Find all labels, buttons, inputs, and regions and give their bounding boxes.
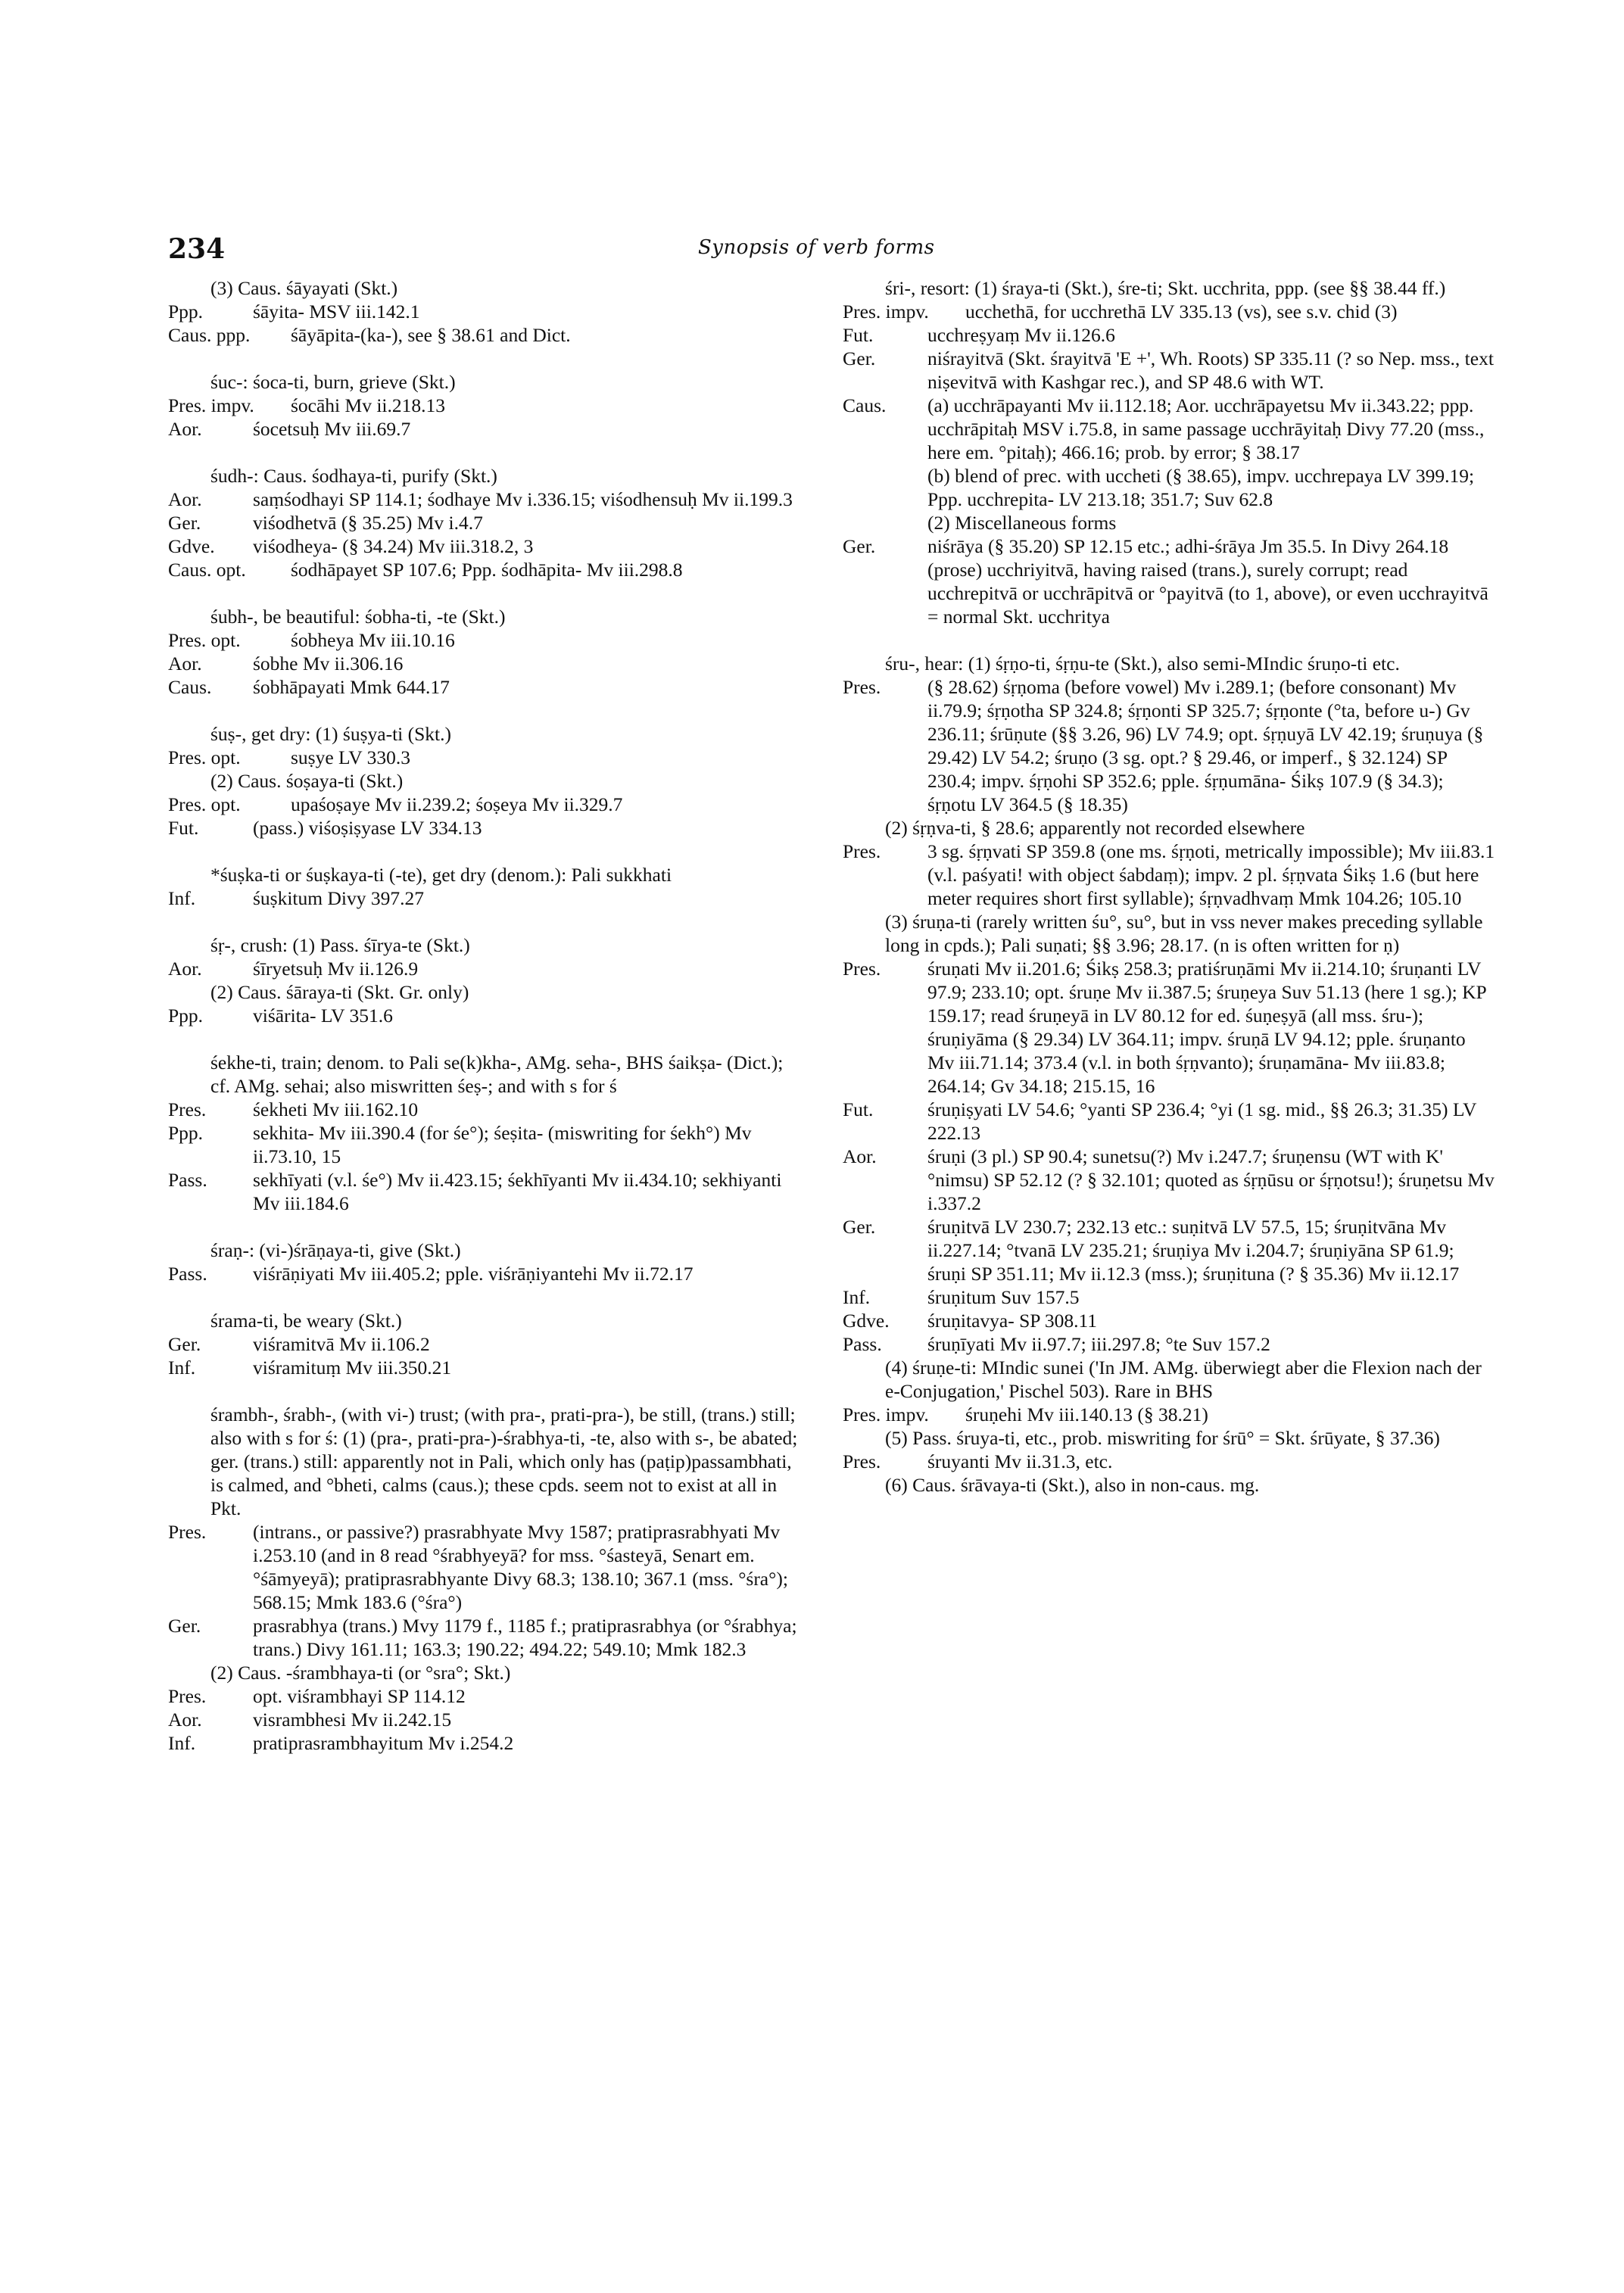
verb-entry: [843, 652, 1495, 1497]
form-text: (§ 28.62) śṛṇoma (before vowel) Mv i.289.1; (before consonant) Mv ii.79.9; śṛṇotha SP 324.8; śṛṇonti SP 325.7; śṛṇonte (°ta, before u-) Gv 236.11; śrūṇute (§§ 3.26, 96) LV 74.9; opt. śṛṇuyā LV 42.19; śruṇuya (§ 29.42) LV 54.2; śruṇo (3 sg. opt.? § 29.46, or imperf., § 32.124) SP 230.4; impv. śṛṇohi SP 352.6; pple. śṛṇumāna- Śikṣ 107.9 (§ 34.3); śṛṇotu LV 364.5 (§ 18.35): [927, 676, 1484, 815]
entry-paragraph: (2) śṛṇva-ti, § 28.6; apparently not recorded elsewhere: [885, 817, 1305, 839]
form-text: (3) Caus. śāyayati (Skt.): [210, 277, 398, 299]
form-text: sekhita- Mv iii.390.4 (for śe°); śeṣita- (miswriting for śekh°) Mv ii.73.10, 15: [253, 1122, 752, 1167]
form-text: (2) Caus. -śrambhaya-ti (or °sra°; Skt.): [210, 1662, 511, 1684]
left-column: [168, 276, 806, 1778]
form-label: Ger.: [168, 1333, 201, 1355]
form-label: Caus.: [843, 394, 887, 416]
form-row: [168, 1520, 806, 1614]
form-row: [168, 793, 806, 816]
entry-paragraph: (3) śruṇa-ti (rarely written śu°, su°, but in vss never makes preceding syllable long in cpds.); Pali suṇati; §§ 3.96; 28.17. (n is often written for ṇ): [885, 911, 1483, 956]
form-text: śruṇitum Suv 157.5: [927, 1286, 1080, 1308]
form-text: ucchethā, for ucchrethā LV 335.13 (vs), see s.v. chid (3): [965, 301, 1398, 322]
form-label: Fut.: [168, 817, 199, 839]
form-row: [168, 886, 806, 910]
form-row: [843, 1332, 1495, 1356]
form-text: suṣye LV 330.3: [291, 746, 410, 768]
entry-paragraph: śru-, hear: (1) śṛṇo-ti, śṛṇu-te (Skt.), also semi-MIndic śruṇo-ti etc.: [885, 653, 1400, 675]
form-text: (b) blend of prec. with uccheti (§ 38.65), impv. ucchrepaya LV 399.19; Ppp. ucchrepita- LV 213.18; 351.7; Suv 62.8: [927, 465, 1475, 510]
form-row: [168, 1121, 806, 1168]
entry-paragraph: śri-, resort: (1) śraya-ti (Skt.), śre-ti; Skt. ucchrita, ppp. (see §§ 38.44 ff.): [885, 277, 1446, 299]
entry-headword: śraṇ-: (vi-)śrāṇaya-ti, give (Skt.): [210, 1239, 461, 1261]
form-text: śruṇati Mv ii.201.6; Śikṣ 258.3; pratiśruṇāmi Mv ii.214.10; śruṇanti LV 97.9; 233.10; opt. śruṇe Mv ii.387.5; śruṇeya Suv 51.13 (here 1 sg.); KP 159.17; read śruṇeyā in LV 80.12 for ed. śuṇeṣyā (all mss. śru-); śruṇiyāma (§ 29.34) LV 364.11; impv. śruṇā LV 94.12; pple. śruṇanto Mv iii.71.14; 373.4 (v.l. in both śṛṇvanto); śruṇamāna- Mv iii.83.8; 264.14; Gv 34.18; 215.15, 16: [927, 958, 1486, 1097]
form-label: Aor.: [843, 1145, 877, 1167]
form-label: Inf.: [168, 887, 196, 909]
entry-headword: śudh-: Caus. śodhaya-ti, purify (Skt.): [210, 465, 497, 487]
form-row: [168, 1731, 806, 1755]
form-label: Aor.: [168, 958, 202, 980]
form-row: [168, 675, 806, 699]
form-label: Pres. opt.: [168, 793, 241, 815]
page-header: [168, 233, 1455, 266]
form-text: niśrāya (§ 35.20) SP 12.15 etc.; adhi-śrāya Jm 35.5. In Divy 264.18 (prose) ucchriyitvā, having raised (trans.), surely corrupt; read ucchrepitvā or ucchrāpitvā or °payitvā (to 1, above), or even ucchrayitvā = normal Skt. ucchritya: [927, 535, 1488, 628]
form-label: Ger.: [843, 347, 876, 369]
form-row: [843, 1098, 1495, 1145]
form-label: Ppp.: [168, 1005, 204, 1027]
form-row: [168, 488, 806, 511]
form-text: (2) Caus. śoṣaya-ti (Skt.): [210, 770, 404, 792]
form-row: [168, 323, 806, 347]
form-text: śodhāpayet SP 107.6; Ppp. śodhāpita- Mv iii.298.8: [291, 559, 683, 581]
form-text: viśārita- LV 351.6: [253, 1005, 393, 1027]
verb-entry: [168, 1309, 806, 1379]
entry-paragraph: śekhe-ti, train; denom. to Pali se(k)kha-, AMg. seha-, BHS śaikṣa- (Dict.); cf. AMg. sehai; also miswritten śeṣ-; and with s for ś: [210, 1051, 784, 1097]
form-row: [843, 300, 1495, 323]
verb-entry: [168, 370, 806, 441]
form-row: [843, 511, 1495, 534]
form-text: śuṣkitum Divy 397.27: [253, 887, 424, 909]
form-row: [843, 1309, 1495, 1332]
form-row: [168, 816, 806, 840]
form-label: Caus.: [168, 676, 212, 698]
form-row: [843, 675, 1495, 816]
form-label: Pres. opt.: [168, 746, 241, 768]
form-label: Inf.: [843, 1286, 871, 1308]
entry-headword: śrama-ti, be weary (Skt.): [210, 1310, 402, 1332]
form-label: Pres.: [168, 1685, 207, 1707]
form-text: śobheya Mv iii.10.16: [291, 629, 455, 651]
form-text: śāyāpita-(ka-), see § 38.61 and Dict.: [291, 324, 571, 346]
form-row: [843, 1403, 1495, 1426]
form-row: [168, 1004, 806, 1027]
form-text: viśramitvā Mv ii.106.2: [253, 1333, 430, 1355]
form-row: [168, 394, 806, 417]
form-text: śruṇitavya- SP 308.11: [927, 1310, 1098, 1332]
form-text: (2) Miscellaneous forms: [927, 512, 1117, 534]
form-row: [168, 1661, 806, 1684]
form-row: [168, 300, 806, 323]
verb-entry: [168, 933, 806, 1027]
verb-entry: [168, 464, 806, 581]
form-row: [843, 1450, 1495, 1473]
form-row: [168, 511, 806, 534]
form-row: [168, 1098, 806, 1121]
form-row: [168, 1614, 806, 1661]
form-label: Ger.: [843, 1216, 876, 1238]
verb-entry: [843, 276, 1495, 628]
form-row: [843, 1285, 1495, 1309]
form-row: [168, 628, 806, 652]
running-title: Synopsis of verb forms: [698, 236, 935, 259]
form-row: [843, 1145, 1495, 1215]
entry-headword: śṛ-, crush: (1) Pass. śīrya-te (Skt.): [210, 934, 470, 956]
form-label: Inf.: [168, 1732, 196, 1754]
form-row: [843, 347, 1495, 394]
form-text: śocetsuḥ Mv iii.69.7: [253, 418, 411, 440]
entry-paragraph: (4) śruṇe-ti: MIndic sunei ('In JM. AMg. überwiegt aber die Flexion nach der e-Conjugation,' Pischel 503). Rare in BHS: [885, 1357, 1482, 1402]
form-row: [168, 769, 806, 793]
form-text: śobhāpayati Mmk 644.17: [253, 676, 450, 698]
form-label: Gdve.: [168, 535, 215, 557]
entry-headword: śuc-: śoca-ti, burn, grieve (Skt.): [210, 371, 456, 393]
entry-paragraph: śrambh-, śrabh-, (with vi-) trust; (with pra-, prati-pra-), be still, (trans.) still; also with s for ś: (1) (pra-, prati-pra-)-śrabhya-ti, -te, also with s-, be abated; ger. (trans.) still: apparently not in Pali, which only has (paṭip)passambhati, is calmed, and °bheti, calms (caus.); these cpds. seem not to exist at all in Pkt.: [210, 1404, 798, 1519]
form-row: [168, 957, 806, 980]
form-row: [168, 417, 806, 441]
form-text: viśrāṇiyati Mv iii.405.2; pple. viśrāṇiyantehi Mv ii.72.17: [253, 1263, 694, 1285]
form-text: śruyanti Mv ii.31.3, etc.: [927, 1450, 1113, 1472]
form-label: Pres.: [168, 1098, 207, 1120]
form-text: śruṇiṣyati LV 54.6; °yanti SP 236.4; °yi (1 sg. mid., §§ 26.3; 31.35) LV 222.13: [927, 1098, 1477, 1144]
form-row: [843, 840, 1495, 910]
form-text: śruṇīyati Mv ii.97.7; iii.297.8; °te Suv 157.2: [927, 1333, 1270, 1355]
form-label: Aor.: [168, 1709, 202, 1731]
verb-entry: [168, 722, 806, 840]
form-label: Pres. impv.: [843, 301, 929, 322]
form-text: śekheti Mv iii.162.10: [253, 1098, 419, 1120]
verb-entry: [168, 863, 806, 910]
form-label: Pres.: [843, 958, 881, 980]
form-text: śruṇehi Mv iii.140.13 (§ 38.21): [965, 1404, 1208, 1425]
entry-headword: śuṣ-, get dry: (1) śuṣya-ti (Skt.): [210, 723, 452, 745]
form-text: opt. viśrambhayi SP 114.12: [253, 1685, 466, 1707]
form-label: Aor.: [168, 653, 202, 675]
form-label: Ppp.: [168, 1122, 204, 1144]
form-text: viśodhetvā (§ 35.25) Mv i.4.7: [253, 512, 483, 534]
form-label: Caus. ppp.: [168, 324, 251, 346]
page-number: 234: [168, 233, 226, 265]
form-text: śocāhi Mv ii.218.13: [291, 394, 445, 416]
form-label: Pres. impv.: [843, 1404, 929, 1425]
verb-entry: [168, 276, 806, 347]
form-label: Ppp.: [168, 301, 204, 322]
verb-entry: [168, 1403, 806, 1755]
form-label: Aor.: [168, 418, 202, 440]
form-row: [168, 558, 806, 581]
form-row: [843, 1215, 1495, 1285]
form-text: prasrabhya (trans.) Mvy 1179 f., 1185 f.; pratiprasrabhya (or °śrabhya; trans.) Divy 161.11; 163.3; 190.22; 494.22; 549.10; Mmk 182.3: [253, 1615, 797, 1660]
form-label: Caus. opt.: [168, 559, 246, 581]
form-row: [168, 1356, 806, 1379]
form-text: śāyita- MSV iii.142.1: [253, 301, 420, 322]
form-label: Ger.: [843, 535, 876, 557]
form-label: Pres.: [168, 1521, 207, 1543]
entry-paragraph: (6) Caus. śrāvaya-ti (Skt.), also in non-caus. mg.: [885, 1474, 1260, 1496]
form-label: Inf.: [168, 1357, 196, 1379]
form-text: visrambhesi Mv ii.242.15: [253, 1709, 452, 1731]
form-text: śīryetsuḥ Mv ii.126.9: [253, 958, 419, 980]
form-text: śruṇitvā LV 230.7; 232.13 etc.: suṇitvā LV 57.5, 15; śruṇitvāna Mv ii.227.14; °tvanā LV 235.21; śruṇiya Mv i.204.7; śruṇiyāna SP 61.9; śruṇi SP 351.11; Mv ii.12.3 (mss.); śruṇituna (? § 35.36) Mv ii.12.17: [927, 1216, 1460, 1285]
form-row: [843, 464, 1495, 511]
form-row: [843, 957, 1495, 1098]
form-row: [168, 276, 806, 300]
form-label: Pres.: [843, 840, 881, 862]
form-text: upaśoṣaye Mv ii.239.2; śoṣeya Mv ii.329.7: [291, 793, 623, 815]
form-row: [168, 1708, 806, 1731]
form-text: (2) Caus. śāraya-ti (Skt. Gr. only): [210, 981, 469, 1003]
form-label: Aor.: [168, 488, 202, 510]
form-label: Pres. impv.: [168, 394, 254, 416]
form-row: [168, 534, 806, 558]
form-row: [168, 1262, 806, 1285]
form-label: Fut.: [843, 324, 874, 346]
form-label: Ger.: [168, 1615, 201, 1637]
form-label: Pass.: [168, 1263, 207, 1285]
form-text: 3 sg. śṛṇvati SP 359.8 (one ms. śṛṇoti, metrically impossible); Mv iii.83.1 (v.l. paśyati! with object śabdaṃ); impv. 2 pl. śṛṇvata Śikṣ 1.6 (but here meter requires short first syllable); śṛṇvadhvaṃ Mmk 104.26; 105.10: [927, 840, 1495, 909]
form-row: [168, 980, 806, 1004]
form-text: śruṇi (3 pl.) SP 90.4; sunetsu(?) Mv i.247.7; śruṇensu (WT with K' °nimsu) SP 52.12 (? § 32.101; quoted as śṛṇūsu or śṛṇotsu!); śruṇetsu Mv i.337.2: [927, 1145, 1495, 1214]
form-text: pratiprasrambhayitum Mv i.254.2: [253, 1732, 514, 1754]
form-label: Pass.: [168, 1169, 207, 1191]
verb-entry: [168, 1051, 806, 1215]
form-text: saṃśodhayi SP 114.1; śodhaye Mv i.336.15; viśodhensuḥ Mv ii.199.3: [253, 488, 793, 510]
entry-paragraph: *śuṣka-ti or śuṣkaya-ti (-te), get dry (denom.): Pali sukkhati: [210, 864, 672, 886]
form-row: [168, 652, 806, 675]
form-text: niśrayitvā (Skt. śrayitvā 'E +', Wh. Roots) SP 335.11 (? so Nep. mss., text niṣevitvā with Kashgar rec.), and SP 48.6 with WT.: [927, 347, 1494, 393]
form-text: ucchreṣyaṃ Mv ii.126.6: [927, 324, 1115, 346]
form-row: [168, 1332, 806, 1356]
entry-headword: śubh-, be beautiful: śobha-ti, -te (Skt.): [210, 606, 506, 628]
verb-entry: [168, 1238, 806, 1285]
form-text: śobhe Mv ii.306.16: [253, 653, 404, 675]
form-row: [843, 323, 1495, 347]
form-row: [168, 1168, 806, 1215]
form-label: Pres.: [843, 1450, 881, 1472]
form-text: (intrans., or passive?) prasrabhyate Mvy 1587; pratiprasrabhyati Mv i.253.10 (and in 8 read °śrabhyeyā? for mss. °śasteyā, Senart em. °śāmyeyā); pratiprasrabhyante Divy 68.3; 138.10; 367.1 (mss. °śra°); 568.15; Mmk 183.6 (°śra°): [253, 1521, 788, 1613]
form-label: Ger.: [168, 512, 201, 534]
form-text: viśramituṃ Mv iii.350.21: [253, 1357, 452, 1379]
form-label: Gdve.: [843, 1310, 890, 1332]
right-column: [843, 276, 1495, 1520]
form-text: (pass.) viśoṣiṣyase LV 334.13: [253, 817, 482, 839]
form-text: (a) ucchrāpayanti Mv ii.112.18; Aor. ucchrāpayetsu Mv ii.343.22; ppp. ucchrāpitaḥ MSV i.75.8, in same passage ucchrāyitaḥ Divy 77.20 (mss., here em. °pitaḥ); 466.16; prob. by error; § 38.17: [927, 394, 1485, 463]
form-row: [168, 1684, 806, 1708]
form-label: Pres.: [843, 676, 881, 698]
form-label: Pass.: [843, 1333, 882, 1355]
form-row: [168, 746, 806, 769]
form-label: Fut.: [843, 1098, 874, 1120]
entry-paragraph: (5) Pass. śruya-ti, etc., prob. miswriting for śrū° = Skt. śrūyate, § 37.36): [885, 1427, 1440, 1449]
form-row: [843, 394, 1495, 464]
form-row: [843, 534, 1495, 628]
form-text: viśodheya- (§ 34.24) Mv iii.318.2, 3: [253, 535, 534, 557]
verb-entry: [168, 605, 806, 699]
form-label: Pres. opt.: [168, 629, 241, 651]
form-text: sekhīyati (v.l. śe°) Mv ii.423.15; śekhīyanti Mv ii.434.10; sekhiyanti Mv iii.184.6: [253, 1169, 782, 1214]
